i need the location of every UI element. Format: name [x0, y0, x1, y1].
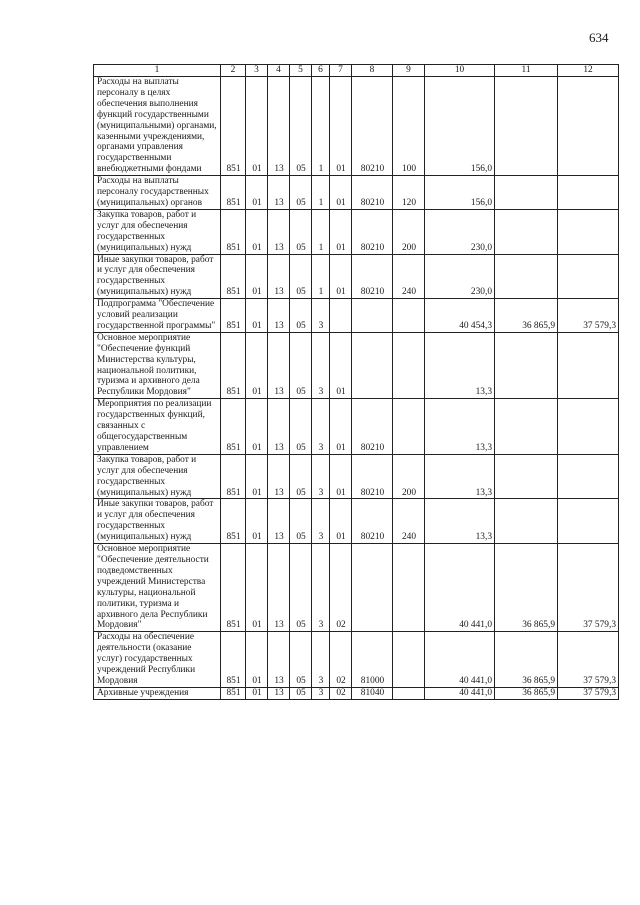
row-value-cell	[558, 399, 619, 455]
row-value-cell: 05	[290, 399, 312, 455]
row-value-cell	[495, 499, 558, 544]
row-value-cell: 01	[246, 254, 268, 299]
table-row	[94, 544, 619, 632]
row-name-cell: Расходы на выплаты персоналу в целях обеспечения выполнения функций государственными (муниципальными) органами, казенными учреждениями, органами управления государственными внебюджетными фондами	[94, 77, 221, 176]
row-value-cell: 3	[312, 499, 330, 544]
row-value-cell: 851	[221, 499, 246, 544]
row-name-cell: Расходы на выплаты персоналу государственных (муниципальных) органов	[94, 176, 221, 210]
table-row	[94, 499, 619, 544]
row-value-cell: 1	[312, 176, 330, 210]
row-value-cell: 05	[290, 544, 312, 632]
row-value-cell: 40 441,0	[425, 632, 495, 688]
row-value-cell: 13,3	[425, 454, 495, 499]
row-value-cell: 01	[246, 454, 268, 499]
row-value-cell: 13	[268, 687, 290, 699]
row-value-cell: 240	[393, 499, 425, 544]
row-value-cell: 37 579,3	[558, 299, 619, 333]
row-value-cell: 3	[312, 454, 330, 499]
row-value-cell: 01	[246, 332, 268, 398]
table-row	[94, 399, 619, 455]
row-value-cell: 851	[221, 454, 246, 499]
row-value-cell: 37 579,3	[558, 544, 619, 632]
row-value-cell: 851	[221, 687, 246, 699]
table-row	[94, 77, 619, 176]
row-value-cell: 05	[290, 254, 312, 299]
row-value-cell: 851	[221, 77, 246, 176]
row-value-cell: 01	[330, 399, 352, 455]
row-value-cell: 100	[393, 77, 425, 176]
row-value-cell: 40 454,3	[425, 299, 495, 333]
row-value-cell: 13	[268, 299, 290, 333]
row-value-cell: 36 865,9	[495, 632, 558, 688]
row-value-cell: 851	[221, 332, 246, 398]
row-value-cell: 851	[221, 399, 246, 455]
row-value-cell: 3	[312, 332, 330, 398]
row-value-cell	[352, 544, 393, 632]
row-value-cell: 80210	[352, 254, 393, 299]
row-name-cell: Иные закупки товаров, работ и услуг для обеспечения государственных (муниципальных) нужд	[94, 499, 221, 544]
row-value-cell: 13	[268, 209, 290, 254]
column-header: 7	[330, 65, 352, 77]
row-name-cell: Подпрограмма "Обеспечение условий реализации государственной программы"	[94, 299, 221, 333]
row-value-cell	[495, 254, 558, 299]
row-value-cell: 01	[246, 544, 268, 632]
row-name-cell: Расходы на обеспечение деятельности (оказание услуг) государственных учреждений Республики Мордовия	[94, 632, 221, 688]
row-value-cell	[558, 77, 619, 176]
row-value-cell: 230,0	[425, 209, 495, 254]
row-value-cell: 01	[330, 499, 352, 544]
row-value-cell: 02	[330, 544, 352, 632]
row-value-cell	[558, 499, 619, 544]
row-value-cell: 3	[312, 299, 330, 333]
table-row	[94, 454, 619, 499]
row-value-cell: 200	[393, 454, 425, 499]
row-value-cell: 851	[221, 209, 246, 254]
row-value-cell: 80210	[352, 176, 393, 210]
row-value-cell	[558, 254, 619, 299]
row-value-cell: 01	[246, 176, 268, 210]
table-row	[94, 209, 619, 254]
row-value-cell: 13	[268, 332, 290, 398]
column-header: 12	[558, 65, 619, 77]
row-value-cell: 01	[330, 454, 352, 499]
row-value-cell	[393, 544, 425, 632]
row-value-cell: 81040	[352, 687, 393, 699]
column-header: 8	[352, 65, 393, 77]
row-value-cell: 1	[312, 254, 330, 299]
table-body	[94, 77, 619, 700]
row-value-cell: 05	[290, 454, 312, 499]
row-name-cell: Иные закупки товаров, работ и услуг для обеспечения государственных (муниципальных) нужд	[94, 254, 221, 299]
row-value-cell: 01	[330, 176, 352, 210]
column-header: 2	[221, 65, 246, 77]
column-header: 10	[425, 65, 495, 77]
row-value-cell: 156,0	[425, 176, 495, 210]
row-value-cell: 40 441,0	[425, 544, 495, 632]
row-value-cell: 13	[268, 454, 290, 499]
row-value-cell: 80210	[352, 209, 393, 254]
row-value-cell: 02	[330, 632, 352, 688]
column-header: 3	[246, 65, 268, 77]
row-value-cell: 851	[221, 176, 246, 210]
row-value-cell	[495, 454, 558, 499]
row-value-cell: 851	[221, 254, 246, 299]
row-value-cell: 40 441,0	[425, 687, 495, 699]
row-value-cell: 1	[312, 209, 330, 254]
row-value-cell: 01	[246, 77, 268, 176]
column-header: 6	[312, 65, 330, 77]
row-value-cell: 851	[221, 632, 246, 688]
row-value-cell: 01	[246, 299, 268, 333]
row-value-cell: 13	[268, 176, 290, 210]
table-row	[94, 687, 619, 699]
row-value-cell	[393, 399, 425, 455]
row-name-cell: Закупка товаров, работ и услуг для обеспечения государственных (муниципальных) нужд	[94, 209, 221, 254]
row-value-cell	[495, 77, 558, 176]
row-value-cell: 80210	[352, 454, 393, 499]
row-value-cell	[393, 299, 425, 333]
row-value-cell: 13	[268, 544, 290, 632]
row-value-cell: 05	[290, 499, 312, 544]
row-value-cell: 36 865,9	[495, 687, 558, 699]
row-value-cell: 1	[312, 77, 330, 176]
row-value-cell: 01	[246, 687, 268, 699]
row-value-cell	[495, 176, 558, 210]
row-name-cell: Основное мероприятие "Обеспечение функций Министерства культуры, национальной политики, туризма и архивного дела Республики Мордовия"	[94, 332, 221, 398]
row-value-cell: 156,0	[425, 77, 495, 176]
row-value-cell: 01	[330, 77, 352, 176]
header-row	[94, 65, 619, 77]
row-value-cell: 05	[290, 77, 312, 176]
row-name-cell: Закупка товаров, работ и услуг для обеспечения государственных (муниципальных) нужд	[94, 454, 221, 499]
column-header: 9	[393, 65, 425, 77]
column-header: 4	[268, 65, 290, 77]
row-value-cell	[330, 299, 352, 333]
row-value-cell: 05	[290, 299, 312, 333]
row-value-cell	[558, 209, 619, 254]
row-name-cell: Архивные учреждения	[94, 687, 221, 699]
row-value-cell: 05	[290, 332, 312, 398]
table-row	[94, 632, 619, 688]
row-value-cell	[393, 632, 425, 688]
row-value-cell: 05	[290, 632, 312, 688]
row-value-cell: 120	[393, 176, 425, 210]
row-value-cell: 36 865,9	[495, 544, 558, 632]
row-value-cell: 80210	[352, 399, 393, 455]
row-value-cell: 3	[312, 399, 330, 455]
row-value-cell: 80210	[352, 499, 393, 544]
column-header: 11	[495, 65, 558, 77]
row-value-cell: 3	[312, 544, 330, 632]
row-value-cell: 13	[268, 254, 290, 299]
row-value-cell	[558, 454, 619, 499]
row-value-cell: 01	[246, 499, 268, 544]
row-value-cell: 13	[268, 499, 290, 544]
row-value-cell: 37 579,3	[558, 632, 619, 688]
row-value-cell	[558, 332, 619, 398]
page-number: 634	[589, 30, 609, 45]
row-value-cell: 05	[290, 687, 312, 699]
row-value-cell: 851	[221, 544, 246, 632]
row-value-cell: 200	[393, 209, 425, 254]
row-value-cell: 13,3	[425, 332, 495, 398]
row-value-cell: 13,3	[425, 499, 495, 544]
row-value-cell: 3	[312, 632, 330, 688]
row-value-cell	[352, 332, 393, 398]
row-value-cell: 01	[330, 254, 352, 299]
row-value-cell: 01	[246, 632, 268, 688]
row-value-cell: 01	[330, 209, 352, 254]
column-header: 1	[94, 65, 221, 77]
row-value-cell	[495, 399, 558, 455]
row-value-cell: 13	[268, 632, 290, 688]
row-value-cell: 05	[290, 176, 312, 210]
row-value-cell	[558, 176, 619, 210]
row-value-cell: 230,0	[425, 254, 495, 299]
row-value-cell: 01	[246, 209, 268, 254]
row-name-cell: Основное мероприятие "Обеспечение деятельности подведомственных учреждений Министерства культуры, национальной политики, туризма и архивного дела Республики Мордовия"	[94, 544, 221, 632]
row-value-cell: 81000	[352, 632, 393, 688]
row-value-cell: 3	[312, 687, 330, 699]
row-value-cell: 01	[246, 399, 268, 455]
row-value-cell	[393, 332, 425, 398]
row-value-cell: 05	[290, 209, 312, 254]
row-value-cell: 01	[330, 332, 352, 398]
row-name-cell: Мероприятия по реализации государственных функций, связанных с общегосударственным управлением	[94, 399, 221, 455]
table-row	[94, 176, 619, 210]
row-value-cell: 02	[330, 687, 352, 699]
budget-table	[93, 64, 619, 700]
row-value-cell: 37 579,3	[558, 687, 619, 699]
table-row	[94, 299, 619, 333]
row-value-cell	[393, 687, 425, 699]
row-value-cell: 36 865,9	[495, 299, 558, 333]
row-value-cell	[495, 332, 558, 398]
row-value-cell: 13,3	[425, 399, 495, 455]
row-value-cell	[495, 209, 558, 254]
table-row	[94, 332, 619, 398]
row-value-cell: 80210	[352, 77, 393, 176]
row-value-cell: 240	[393, 254, 425, 299]
column-header: 5	[290, 65, 312, 77]
table-row	[94, 254, 619, 299]
row-value-cell: 13	[268, 399, 290, 455]
row-value-cell	[352, 299, 393, 333]
row-value-cell: 851	[221, 299, 246, 333]
row-value-cell: 13	[268, 77, 290, 176]
